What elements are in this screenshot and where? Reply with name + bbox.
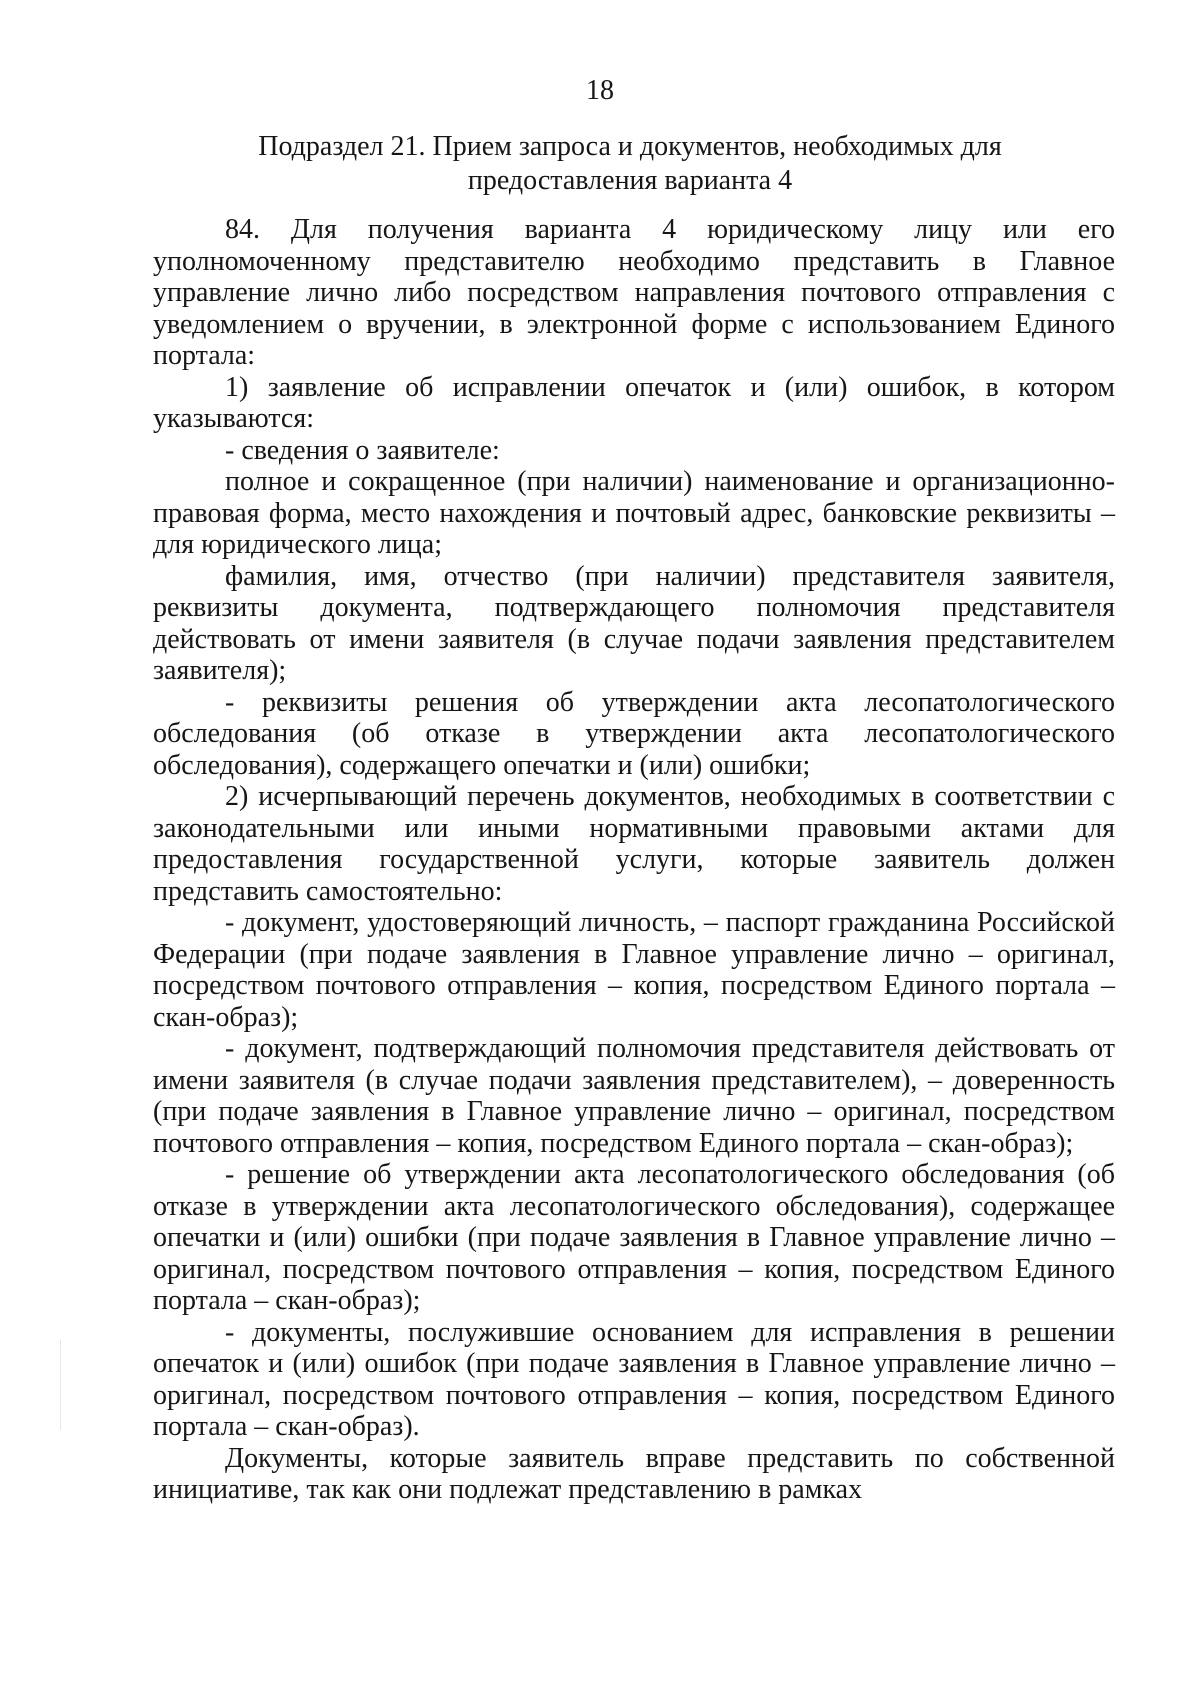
- document-body: [153, 214, 1115, 1506]
- paragraph-optional-documents: Документы, которые заявитель вправе представить по собственной инициативе, так как они подлежат представлению в рамках: [153, 1442, 1115, 1505]
- paragraph-representative-info: фамилия, имя, отчество (при наличии) представителя заявителя, реквизиты документа, подтверждающего полномочия представителя действовать от имени заявителя (в случае подачи заявления представителем заявителя);: [153, 560, 1115, 686]
- paragraph-decision-with-errors: - решение об утверждении акта лесопатологического обследования (об отказе в утверждении акта лесопатологического обследования), содержащее опечатки и (или) ошибки (при подаче заявления в Главное управление лично – оригинал, посредством почтового отправления – копия, посредством Единого портала – скан-образ);: [153, 1159, 1115, 1316]
- paragraph-identity-document: - документ, удостоверяющий личность, – паспорт гражданина Российской Федерации (при подаче заявления в Главное управление лично – оригинал, посредством почтового отправления – копия, посредством Единого портала – скан-образ);: [153, 907, 1115, 1033]
- paragraph-84-intro: 84. Для получения варианта 4 юридическому лицу или его уполномоченному представителю необходимо представить в Главное управление лично либо посредством направления почтового отправления с уведомлением о вручении, в электронной форме с использованием Единого портала:: [153, 214, 1115, 371]
- section-heading-line-2: предоставления варианта 4: [467, 165, 793, 196]
- paragraph-grounds-documents: - документы, послужившие основанием для исправления в решении опечаток и (или) ошибок (при подаче заявления в Главное управление лично – оригинал, посредством почтового отправления – копия, посредством Единого портала – скан-образ).: [153, 1316, 1115, 1442]
- paragraph-power-of-attorney: - документ, подтверждающий полномочия представителя действовать от имени заявителя (в случае подачи заявления представителем), – доверенность (при подаче заявления в Главное управление лично – оригинал, посредством почтового отправления – копия, посредством Единого портала – скан-образ);: [153, 1033, 1115, 1159]
- paragraph-legal-entity-info: полное и сокращенное (при наличии) наименование и организационно-правовая форма, место нахождения и почтовый адрес, банковские реквизиты – для юридического лица;: [153, 466, 1115, 560]
- section-heading-line-1: Подраздел 21. Прием запроса и документов, необходимых для: [258, 131, 1002, 162]
- paragraph-item-2: 2) исчерпывающий перечень документов, необходимых в соответствии с законодательными или иными нормативными правовыми актами для предоставления государственной услуги, которые заявитель должен представить самостоятельно:: [153, 781, 1115, 907]
- scan-artifact-line: [60, 1340, 61, 1430]
- section-heading: [150, 130, 1110, 198]
- paragraph-applicant-info: - сведения о заявителе:: [225, 434, 500, 466]
- paragraph-item-1: 1) заявление об исправлении опечаток и (или) ошибок, в котором указываются:: [153, 371, 1115, 434]
- paragraph-decision-details: - реквизиты решения об утверждении акта лесопатологического обследования (об отказе в утверждении акта лесопатологического обследования), содержащего опечатки и (или) ошибки;: [153, 686, 1115, 781]
- page-number: 18: [586, 75, 614, 106]
